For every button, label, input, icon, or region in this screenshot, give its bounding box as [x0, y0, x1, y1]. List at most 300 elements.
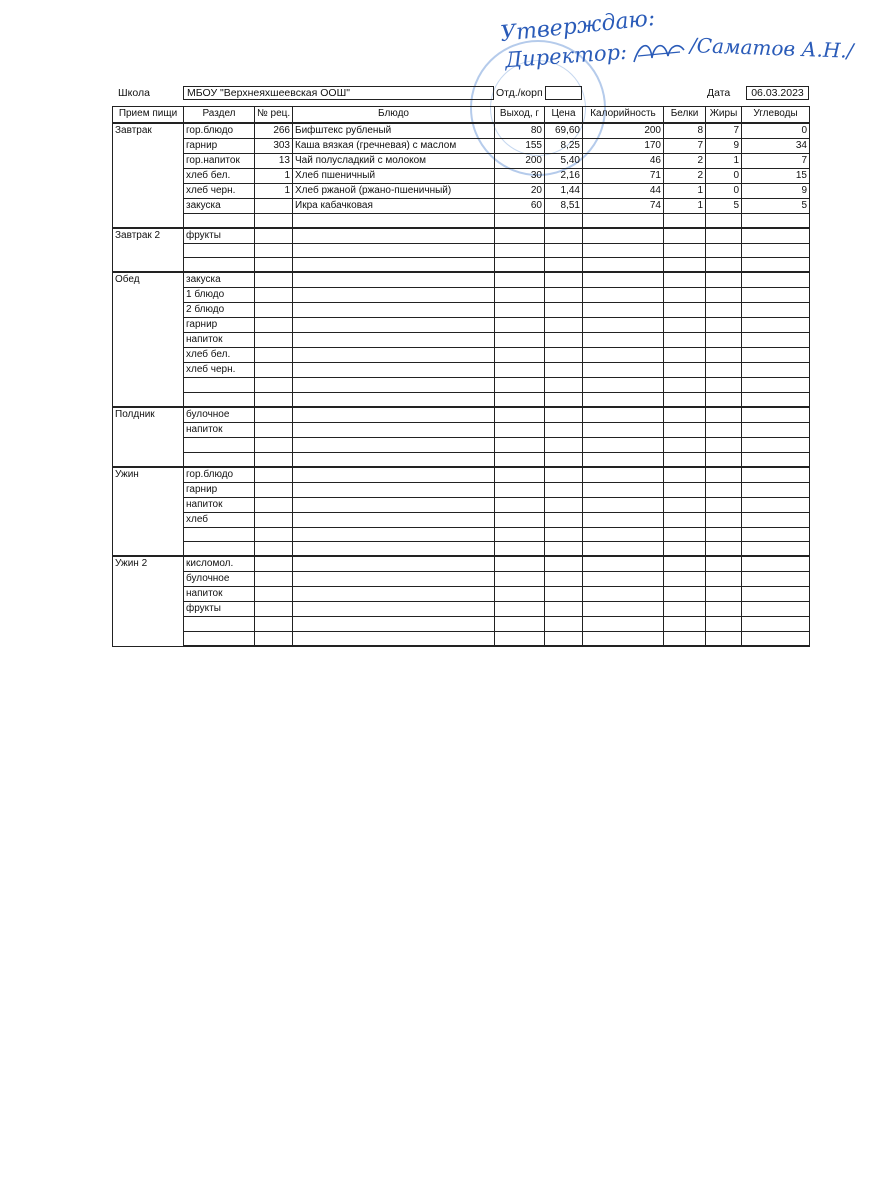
cell-fat: 0 [706, 183, 742, 198]
table-row [113, 602, 810, 617]
cell-section [184, 631, 255, 646]
cell-recipe [255, 497, 293, 512]
cell-recipe [255, 556, 293, 572]
cell-price [545, 303, 583, 318]
cell-protein: 2 [664, 153, 706, 168]
cell-protein [664, 602, 706, 617]
table-row [113, 258, 810, 273]
table-row [113, 243, 810, 258]
cell-section [184, 617, 255, 632]
cell-dish [293, 556, 495, 572]
cell-dish [293, 527, 495, 542]
cell-price [545, 587, 583, 602]
cell-yield [495, 213, 545, 228]
cell-dish [293, 303, 495, 318]
table-row [113, 392, 810, 407]
cell-section [184, 542, 255, 557]
cell-kcal [583, 228, 664, 244]
cell-section: напиток [184, 497, 255, 512]
col-header-meal: Прием пищи [113, 107, 184, 123]
cell-protein [664, 482, 706, 497]
cell-fat [706, 497, 742, 512]
cell-kcal [583, 467, 664, 483]
table-row [113, 437, 810, 452]
cell-recipe [255, 363, 293, 378]
cell-price [545, 392, 583, 407]
cell-protein [664, 272, 706, 288]
meal-name-cell: Ужин 2 [113, 556, 184, 646]
cell-section: гор.блюдо [184, 467, 255, 483]
cell-protein [664, 348, 706, 363]
cell-protein: 7 [664, 138, 706, 153]
cell-yield [495, 272, 545, 288]
dept-label: Отд./корп [496, 87, 543, 99]
cell-yield [495, 363, 545, 378]
cell-carbs [742, 243, 810, 258]
cell-kcal [583, 407, 664, 423]
cell-carbs [742, 333, 810, 348]
cell-fat [706, 512, 742, 527]
cell-carbs [742, 617, 810, 632]
cell-section [184, 258, 255, 273]
cell-section: напиток [184, 333, 255, 348]
table-row [113, 631, 810, 646]
table-row [113, 587, 810, 602]
cell-fat: 1 [706, 153, 742, 168]
cell-yield [495, 258, 545, 273]
cell-protein [664, 258, 706, 273]
cell-yield [495, 228, 545, 244]
cell-dish [293, 228, 495, 244]
cell-dish: Чай полусладкий с молоком [293, 153, 495, 168]
cell-recipe [255, 348, 293, 363]
table-row [113, 467, 810, 483]
cell-kcal [583, 556, 664, 572]
cell-protein [664, 303, 706, 318]
cell-recipe: 303 [255, 138, 293, 153]
cell-section: гор.блюдо [184, 123, 255, 139]
cell-protein: 1 [664, 183, 706, 198]
cell-carbs [742, 258, 810, 273]
cell-fat [706, 363, 742, 378]
cell-carbs [742, 272, 810, 288]
cell-fat [706, 587, 742, 602]
table-row [113, 288, 810, 303]
cell-section: булочное [184, 407, 255, 423]
signature-scribble [630, 36, 688, 70]
table-row [113, 213, 810, 228]
cell-carbs [742, 318, 810, 333]
cell-recipe [255, 542, 293, 557]
col-header-recipe: № рец. [255, 107, 293, 123]
cell-price [545, 333, 583, 348]
date-field: 06.03.2023 [746, 86, 809, 100]
table-row [113, 318, 810, 333]
cell-yield [495, 556, 545, 572]
cell-carbs: 9 [742, 183, 810, 198]
cell-price [545, 348, 583, 363]
cell-recipe [255, 631, 293, 646]
table-row [113, 138, 810, 153]
school-label: Школа [118, 87, 150, 99]
cell-yield [495, 333, 545, 348]
cell-section: закуска [184, 272, 255, 288]
cell-carbs [742, 542, 810, 557]
cell-recipe [255, 228, 293, 244]
table-row [113, 183, 810, 198]
cell-carbs [742, 392, 810, 407]
cell-dish [293, 258, 495, 273]
cell-dish [293, 243, 495, 258]
cell-yield [495, 407, 545, 423]
col-header-carbs: Углеводы [742, 107, 810, 123]
cell-dish [293, 482, 495, 497]
cell-yield [495, 288, 545, 303]
cell-fat [706, 318, 742, 333]
cell-yield [495, 497, 545, 512]
cell-fat [706, 213, 742, 228]
cell-recipe: 13 [255, 153, 293, 168]
col-header-price: Цена [545, 107, 583, 123]
col-header-dish: Блюдо [293, 107, 495, 123]
cell-dish [293, 422, 495, 437]
cell-yield [495, 348, 545, 363]
cell-recipe [255, 407, 293, 423]
table-header-row [113, 107, 810, 123]
cell-price [545, 378, 583, 393]
cell-section: хлеб бел. [184, 348, 255, 363]
cell-dish [293, 378, 495, 393]
date-label: Дата [707, 87, 731, 99]
cell-recipe [255, 527, 293, 542]
cell-yield [495, 378, 545, 393]
cell-section: закуска [184, 198, 255, 213]
cell-price [545, 318, 583, 333]
cell-kcal [583, 378, 664, 393]
cell-fat [706, 378, 742, 393]
cell-dish [293, 333, 495, 348]
cell-price [545, 243, 583, 258]
cell-price: 2,16 [545, 168, 583, 183]
cell-price [545, 363, 583, 378]
cell-price [545, 288, 583, 303]
col-header-section: Раздел [184, 107, 255, 123]
cell-carbs [742, 422, 810, 437]
cell-recipe [255, 467, 293, 483]
table-row [113, 422, 810, 437]
cell-fat [706, 243, 742, 258]
cell-fat [706, 452, 742, 467]
cell-recipe: 1 [255, 183, 293, 198]
cell-price [545, 228, 583, 244]
school-name-field: МБОУ "Верхнеяхшеевская ООШ" [183, 86, 494, 100]
cell-kcal [583, 542, 664, 557]
cell-kcal: 170 [583, 138, 664, 153]
dept-field [545, 86, 582, 100]
cell-carbs [742, 363, 810, 378]
cell-carbs [742, 348, 810, 363]
cell-protein [664, 422, 706, 437]
cell-protein [664, 617, 706, 632]
table-row [113, 617, 810, 632]
cell-yield: 80 [495, 123, 545, 139]
cell-fat [706, 258, 742, 273]
cell-section: гарнир [184, 482, 255, 497]
cell-fat [706, 272, 742, 288]
cell-recipe [255, 587, 293, 602]
table-row [113, 228, 810, 244]
cell-dish: Бифштекс рубленый [293, 123, 495, 139]
cell-protein [664, 587, 706, 602]
cell-kcal [583, 482, 664, 497]
cell-section: фрукты [184, 228, 255, 244]
cell-section: напиток [184, 422, 255, 437]
cell-yield: 60 [495, 198, 545, 213]
table-row [113, 452, 810, 467]
cell-carbs [742, 512, 810, 527]
table-row [113, 542, 810, 557]
table-row [113, 527, 810, 542]
cell-recipe [255, 318, 293, 333]
cell-fat [706, 407, 742, 423]
menu-table [112, 106, 810, 647]
cell-yield: 155 [495, 138, 545, 153]
cell-section: кисломол. [184, 556, 255, 572]
cell-protein [664, 333, 706, 348]
cell-yield [495, 617, 545, 632]
cell-kcal [583, 602, 664, 617]
cell-fat [706, 602, 742, 617]
cell-yield [495, 452, 545, 467]
cell-section [184, 527, 255, 542]
cell-kcal [583, 631, 664, 646]
table-row [113, 272, 810, 288]
table-row [113, 572, 810, 587]
cell-fat [706, 392, 742, 407]
cell-carbs: 15 [742, 168, 810, 183]
cell-carbs: 0 [742, 123, 810, 139]
cell-kcal [583, 348, 664, 363]
cell-kcal [583, 587, 664, 602]
cell-dish: Икра кабачковая [293, 198, 495, 213]
cell-recipe [255, 572, 293, 587]
col-header-kcal: Калорийность [583, 107, 664, 123]
cell-fat: 0 [706, 168, 742, 183]
cell-recipe [255, 617, 293, 632]
cell-price: 8,51 [545, 198, 583, 213]
cell-dish [293, 467, 495, 483]
cell-yield [495, 587, 545, 602]
cell-price [545, 422, 583, 437]
cell-protein [664, 497, 706, 512]
cell-dish: Хлеб пшеничный [293, 168, 495, 183]
cell-carbs: 5 [742, 198, 810, 213]
cell-yield [495, 482, 545, 497]
cell-price [545, 272, 583, 288]
approval-line-2: Директор: [504, 39, 628, 73]
cell-recipe [255, 213, 293, 228]
cell-price [545, 527, 583, 542]
cell-carbs [742, 497, 810, 512]
cell-kcal [583, 363, 664, 378]
cell-dish [293, 363, 495, 378]
cell-protein: 8 [664, 123, 706, 139]
cell-recipe [255, 452, 293, 467]
cell-price [545, 602, 583, 617]
cell-yield [495, 467, 545, 483]
meal-name-cell: Ужин [113, 467, 184, 557]
cell-yield [495, 392, 545, 407]
cell-fat [706, 333, 742, 348]
cell-recipe [255, 422, 293, 437]
cell-kcal: 74 [583, 198, 664, 213]
cell-recipe [255, 258, 293, 273]
cell-protein [664, 213, 706, 228]
approval-line-1: Утверждаю: [499, 5, 657, 48]
cell-kcal: 46 [583, 153, 664, 168]
cell-dish: Хлеб ржаной (ржано-пшеничный) [293, 183, 495, 198]
cell-fat: 5 [706, 198, 742, 213]
cell-price [545, 437, 583, 452]
cell-kcal [583, 422, 664, 437]
table-row [113, 407, 810, 423]
cell-dish [293, 437, 495, 452]
cell-carbs [742, 213, 810, 228]
cell-price [545, 572, 583, 587]
cell-price: 1,44 [545, 183, 583, 198]
cell-yield [495, 631, 545, 646]
cell-yield [495, 602, 545, 617]
cell-section: гор.напиток [184, 153, 255, 168]
cell-dish: Каша вязкая (гречневая) с маслом [293, 138, 495, 153]
cell-section [184, 378, 255, 393]
cell-carbs [742, 527, 810, 542]
col-header-protein: Белки [664, 107, 706, 123]
cell-fat [706, 228, 742, 244]
cell-protein [664, 243, 706, 258]
table-row [113, 198, 810, 213]
cell-section [184, 452, 255, 467]
meal-name-cell: Обед [113, 272, 184, 407]
cell-kcal [583, 617, 664, 632]
cell-protein [664, 407, 706, 423]
cell-fat: 7 [706, 123, 742, 139]
cell-fat [706, 303, 742, 318]
table-row [113, 168, 810, 183]
cell-protein [664, 556, 706, 572]
cell-section [184, 437, 255, 452]
table-row [113, 333, 810, 348]
cell-price [545, 467, 583, 483]
cell-kcal [583, 527, 664, 542]
cell-fat [706, 542, 742, 557]
cell-protein [664, 437, 706, 452]
meal-name-cell: Завтрак 2 [113, 228, 184, 273]
cell-protein [664, 572, 706, 587]
cell-protein [664, 318, 706, 333]
table-row [113, 303, 810, 318]
cell-kcal: 200 [583, 123, 664, 139]
cell-price [545, 512, 583, 527]
cell-carbs [742, 452, 810, 467]
table-row [113, 123, 810, 139]
meal-name-cell: Полдник [113, 407, 184, 467]
cell-fat [706, 467, 742, 483]
cell-kcal [583, 437, 664, 452]
table-row [113, 153, 810, 168]
cell-price [545, 617, 583, 632]
cell-fat [706, 437, 742, 452]
cell-section [184, 392, 255, 407]
cell-dish [293, 587, 495, 602]
cell-protein: 1 [664, 198, 706, 213]
cell-section: хлеб черн. [184, 183, 255, 198]
cell-kcal [583, 452, 664, 467]
cell-recipe [255, 512, 293, 527]
cell-kcal [583, 243, 664, 258]
cell-section: хлеб [184, 512, 255, 527]
col-header-fat: Жиры [706, 107, 742, 123]
cell-section [184, 213, 255, 228]
cell-yield [495, 318, 545, 333]
cell-recipe [255, 333, 293, 348]
cell-section: 2 блюдо [184, 303, 255, 318]
cell-yield: 30 [495, 168, 545, 183]
cell-section: хлеб бел. [184, 168, 255, 183]
cell-carbs [742, 228, 810, 244]
cell-carbs [742, 556, 810, 572]
cell-kcal [583, 497, 664, 512]
cell-fat [706, 348, 742, 363]
cell-yield [495, 572, 545, 587]
cell-protein [664, 467, 706, 483]
cell-kcal [583, 303, 664, 318]
cell-recipe [255, 602, 293, 617]
cell-kcal [583, 512, 664, 527]
cell-fat [706, 422, 742, 437]
cell-yield [495, 542, 545, 557]
cell-protein [664, 392, 706, 407]
cell-section: напиток [184, 587, 255, 602]
cell-recipe [255, 288, 293, 303]
cell-dish [293, 407, 495, 423]
cell-carbs [742, 482, 810, 497]
cell-fat [706, 617, 742, 632]
table-row [113, 482, 810, 497]
cell-carbs [742, 602, 810, 617]
cell-yield [495, 422, 545, 437]
cell-yield [495, 512, 545, 527]
cell-fat [706, 631, 742, 646]
cell-fat [706, 288, 742, 303]
table-row [113, 363, 810, 378]
cell-carbs: 7 [742, 153, 810, 168]
approval-signature-name: /Саматов А.Н./ [689, 33, 854, 63]
cell-yield [495, 527, 545, 542]
cell-kcal [583, 333, 664, 348]
cell-price [545, 452, 583, 467]
cell-price [545, 631, 583, 646]
cell-fat [706, 556, 742, 572]
cell-kcal: 44 [583, 183, 664, 198]
cell-fat [706, 527, 742, 542]
cell-section: гарнир [184, 318, 255, 333]
cell-price [545, 497, 583, 512]
cell-recipe [255, 303, 293, 318]
cell-dish [293, 272, 495, 288]
cell-dish [293, 452, 495, 467]
cell-recipe [255, 437, 293, 452]
